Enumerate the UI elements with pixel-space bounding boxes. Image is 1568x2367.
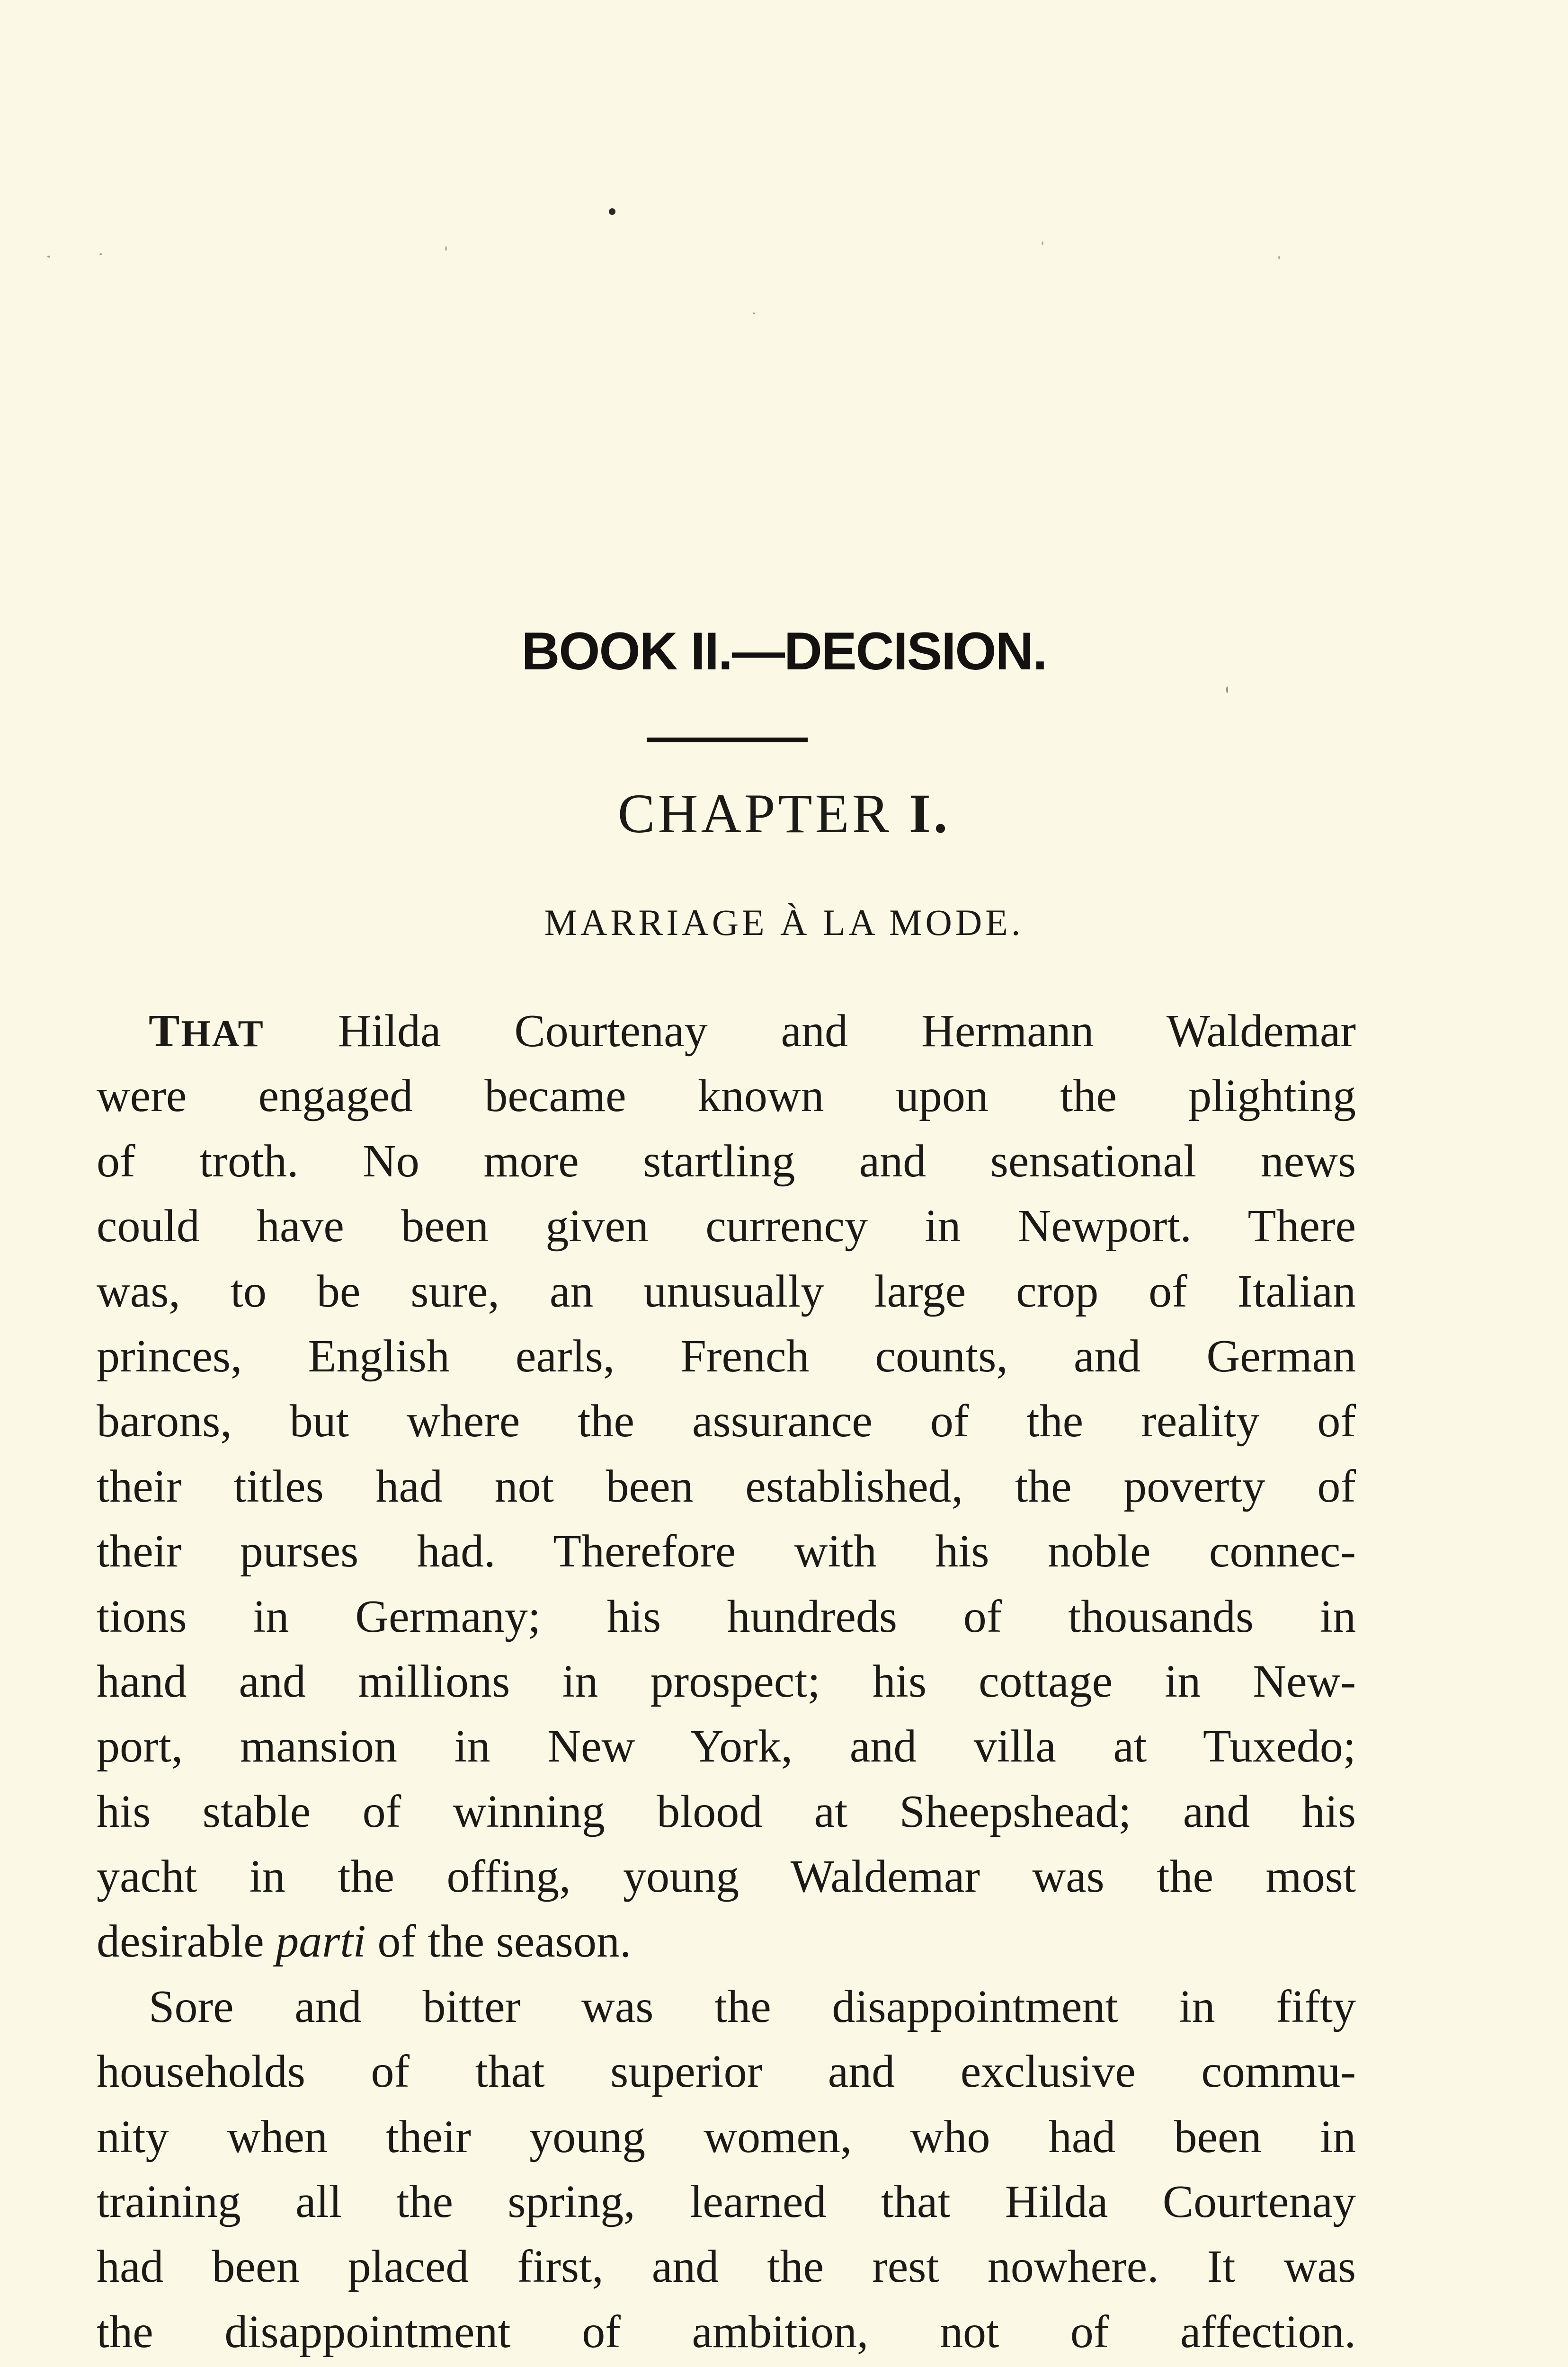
scan-speck (609, 208, 615, 215)
paragraph-1-line (97, 999, 1356, 1064)
paragraph-2-line: households of that superior and exclusive commu- (97, 2046, 1356, 2098)
scan-speck (445, 246, 447, 251)
paragraph-2-line: had been placed first, and the rest nowhere. It was (97, 2241, 1356, 2293)
scan-speck (1042, 241, 1043, 245)
chapter-label: CHAPTER (617, 783, 892, 845)
paragraph-1-last-line (97, 1909, 1356, 1974)
paragraph-1-line: barons, but where the assurance of the reality of (97, 1396, 1356, 1447)
book-title: BOOK II.—DECISION. (521, 622, 1047, 681)
lead-small-caps: HAT (181, 1013, 265, 1055)
scan-speck (1278, 256, 1280, 259)
paragraph-1-line: of troth. No more startling and sensational news (97, 1135, 1356, 1187)
scan-speck (47, 256, 50, 258)
paragraph-2-line: training all the spring, learned that Hilda Courtenay (97, 2176, 1356, 2228)
lead-initial: T (149, 1006, 181, 1057)
paragraph-1-line: were engaged became known upon the plighting (97, 1070, 1356, 1122)
line-text: of the season. (365, 1916, 632, 1967)
paragraph-1-line: his stable of winning blood at Sheepshead; and his (97, 1786, 1356, 1837)
paragraph-1-line: their purses had. Therefore with his noble connec- (97, 1526, 1356, 1577)
paragraph-1-line: hand and millions in prospect; his cottage in New- (97, 1655, 1356, 1707)
paragraph-2-line: Sore and bitter was the disappointment in fifty (149, 1981, 1356, 2032)
scan-speck (753, 312, 755, 314)
line-text: Hilda Courtenay and Hermann Waldemar (264, 1006, 1356, 1057)
chapter-heading (0, 783, 1568, 845)
paragraph-lead-word (149, 1006, 265, 1057)
chapter-subtitle: MARRIAGE À LA MODE. (544, 902, 1024, 943)
paragraph-2-line: nity when their young women, who had been in (97, 2111, 1356, 2162)
paragraph-1-line: their titles had not been established, the poverty of (97, 1460, 1356, 1512)
paragraph-1-line: port, mansion in New York, and villa at Tuxedo; (97, 1721, 1356, 1772)
title-rule (647, 738, 808, 742)
body-text (97, 999, 1356, 2365)
chapter-number: I. (909, 783, 951, 845)
scan-speck (99, 253, 102, 255)
paragraph-1-line: yacht in the offing, young Waldemar was the most (97, 1851, 1356, 1903)
paragraph-1-line: tions in Germany; his hundreds of thousands in (97, 1591, 1356, 1642)
paragraph-2-line: the disappointment of ambition, not of affection. (97, 2306, 1356, 2358)
scan-speck (1226, 686, 1228, 693)
paragraph-1-line: princes, English earls, French counts, and German (97, 1330, 1356, 1382)
italic-term: parti (276, 1916, 366, 1967)
paragraph-1-line: could have been given currency in Newport. There (97, 1201, 1356, 1252)
paragraph-1-line: was, to be sure, an unusually large crop of Italian (97, 1265, 1356, 1317)
line-text: desirable (97, 1916, 276, 1967)
